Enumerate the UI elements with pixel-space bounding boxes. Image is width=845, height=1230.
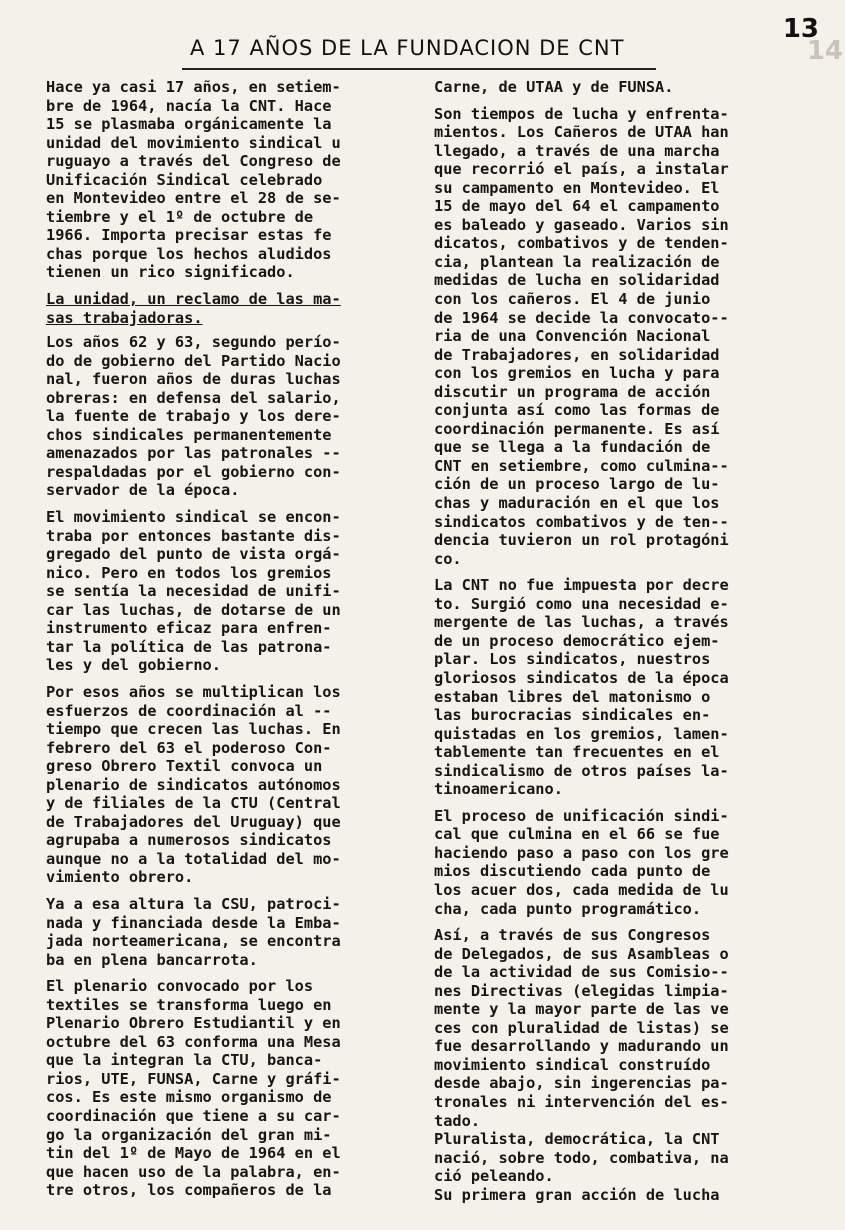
paragraph: Carne, de UTAA y de FUNSA. <box>434 78 674 96</box>
paragraph: El movimiento sindical se encon- traba por entonces bastante dis- gregado del punto de vista orgá- nico. Pero en todos los gremios se sentía la necesidad de unifi- car las luchas, de dotarse de un instrumento eficaz para enfren- tar la política de las patrona- les y del gobierno. <box>46 508 341 675</box>
page-number: 13 <box>782 14 819 44</box>
paragraph: Por esos años se multiplican los esfuerzos de coordinación al -- tiempo que crecen las luchas. En febrero del 63 el poderoso Con- greso Obrero Textil convoca un plenario de sindicatos autónomos y de filiales de la CTU (Central de Trabajadores del Uruguay) que agrupaba a numerosos sindicatos aunque no a la totalidad del mo- vimiento obrero. <box>46 682 341 887</box>
paragraph: Su primera gran acción de lucha <box>434 1185 720 1204</box>
title-underline <box>182 68 656 70</box>
paragraph: Así, a través de sus Congresos de Delegados, de sus Asambleas o de la actividad de sus Comisio-- nes Directivas (elegidas limpia- mente y la mayor parte de las ve ces con pluralidad de listas) se fue desarrollando y madurando un movimiento sindical construído desde abajo, sin ingerencias pa- tronales ni intervención del es- tado. <box>434 926 729 1130</box>
paragraph: El plenario convocado por los textiles se transforma luego en Plenario Obrero Estudiantil y en octubre del 63 conforma una Mesa que la integran la CTU, banca- rios, UTE, FUNSA, Carne y gráfi- cos. Es este mismo organismo de coordinación que tiene a su car- go la organización del gran mi- tin del 1º de Mayo de 1964 en el que hacen uso de la palabra, en- tre otros, los compañeros de la <box>46 977 341 1200</box>
paragraph: El proceso de unificación sindi- cal que culmina en el 66 se fue haciendo paso a paso con los gre mios discutiendo cada punto de los acuer dos, cada medida de lu cha, cada punto programático. <box>434 806 729 918</box>
paragraph: Hace ya casi 17 años, en setiem- bre de 1964, nacía la CNT. Hace 15 se plasmaba orgánicamente la unidad del movimiento sindical u ruguayo a través del Congreso de Unificación Sindical celebrado en Montevideo entre el 28 de se- tiembre y el 1º de octubre de 1966. Importa precisar estas fe chas porque los hechos aludidos tienen un rico significado. <box>46 78 341 282</box>
bleed-through-page-number: 14 <box>806 36 843 66</box>
page-title: A 17 AÑOS DE LA FUNDACION DE CNT <box>190 36 625 60</box>
paragraph: La CNT no fue impuesta por decre to. Surgió como una necesidad e- mergente de las luchas, a través de un proceso democrático ejem- plar. Los sindicatos, nuestros gloriosos sindicatos de la época estaban libres del matonismo o las burocracias sindicales en- quistadas en los gremios, lamen- tablemente tan frecuentes en el sindicalismo de otros países la- tinoamericano. <box>434 576 729 799</box>
paragraph: Los años 62 y 63, segundo perío- do de gobierno del Partido Nacio nal, fueron años de duras luchas obreras: en defensa del salario, la fuente de trabajo y los dere- chos sindicales permanentemente amenazados por las patronales -- respaldadas por el gobierno con- servador de la época. <box>46 333 341 500</box>
section-heading: La unidad, un reclamo de las ma- sas trabajadoras. <box>46 290 341 327</box>
paragraph: Ya a esa altura la CSU, patroci- nada y financiada desde la Emba- jada norteamericana, se encontra ba en plena bancarrota. <box>46 894 341 969</box>
right-column <box>434 78 794 1204</box>
left-column <box>46 78 406 1208</box>
paragraph: Son tiempos de lucha y enfrenta- mientos. Los Cañeros de UTAA han llegado, a través de una marcha que recorrió el país, a instalar su campamento en Montevideo. El 15 de mayo del 64 el campamento es baleado y gaseado. Varios sin dicatos, combativos y de tenden- cia, plantean la realización de medidas de lucha en solidaridad con los cañeros. El 4 de junio de 1964 se decide la convocato-- ria de una Convención Nacional de Trabajadores, en solidaridad con los gremios en lucha y para discutir un programa de acción conjunta así como las formas de coordinación permanente. Es así que se llega a la fundación de CNT en setiembre, como culmina-- ción de un proceso largo de lu- chas y maduración en el que los sindicatos combativos y de ten-- dencia tuvieron un rol protagóni co. <box>434 104 729 568</box>
paragraph: Pluralista, democrática, la CNT nació, sobre todo, combativa, na ció peleando. <box>434 1130 729 1186</box>
